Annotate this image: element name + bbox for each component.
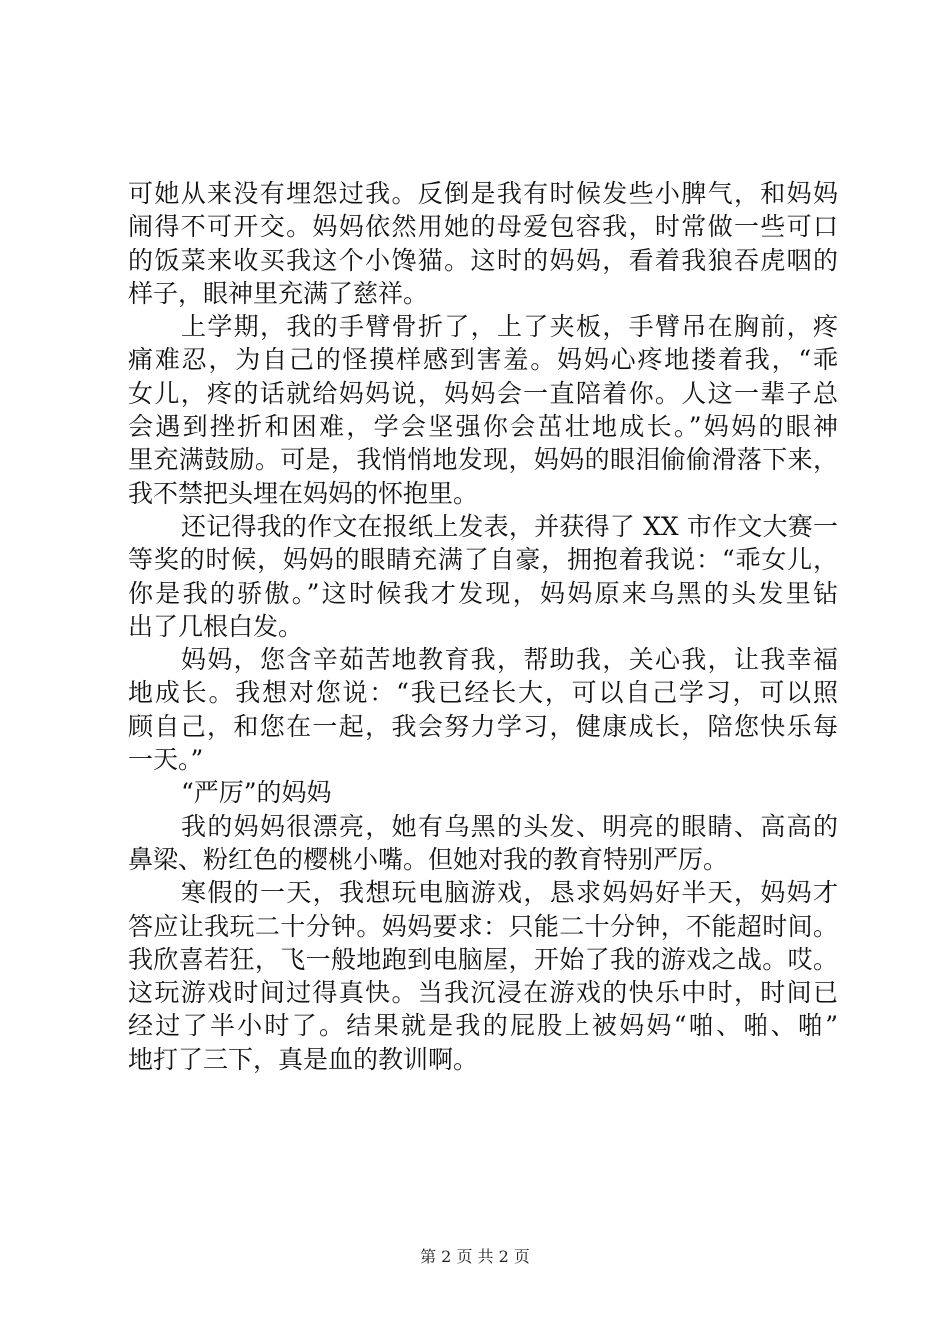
text-line: 上学期，我的手臂骨折了，上了夹板，手臂吊在胸前，疼 [181, 312, 838, 342]
text-line: 样子，眼神里充满了慈祥。 [128, 278, 429, 308]
page-footer: 第 2 页 共 2 页 [420, 1247, 530, 1266]
text-line: 一天。” [128, 745, 204, 775]
text-line: 女儿，疼的话就给妈妈说，妈妈会一直陪着你。人这一辈子总 [128, 378, 838, 408]
text-line: 鼻梁、粉红色的樱桃小嘴。但她对我的教育特别严厉。 [128, 844, 729, 874]
text-line: 地成长。我想对您说：“我已经长大，可以自己学习，可以照 [128, 678, 838, 708]
text-line: 闹得不可开交。妈妈依然用她的母爱包容我，时常做一些可口 [128, 212, 838, 242]
text-line: 我不禁把头埋在妈妈的怀抱里。 [128, 478, 479, 508]
text-line: 痛难忍，为自己的怪摸样感到害羞。妈妈心疼地搂着我，“乖 [128, 345, 838, 375]
text-line: 寒假的一天，我想玩电脑游戏，恳求妈妈好半天，妈妈才 [181, 878, 838, 908]
text-line: 可她从来没有埋怨过我。反倒是我有时候发些小脾气，和妈妈 [128, 179, 838, 208]
text-line: 答应让我玩二十分钟。妈妈要求：只能二十分钟，不能超时间。 [128, 911, 838, 941]
text-line: 的饭菜来收买我这个小馋猫。这时的妈妈，看着我狼吞虎咽的 [128, 245, 838, 275]
text-line: 会遇到挫折和困难，学会坚强你会茁壮地成长。”妈妈的眼神 [128, 412, 838, 442]
text-line: 你是我的骄傲。”这时候我才发现，妈妈原来乌黑的头发里钻 [128, 578, 838, 608]
document-body [128, 177, 838, 1076]
text-line: 顾自己，和您在一起，我会努力学习，健康成长，陪您快乐每 [128, 711, 838, 741]
text-line: 我的妈妈很漂亮，她有乌黑的头发、明亮的眼睛、高高的 [181, 811, 838, 841]
text-line: 经过了半小时了。结果就是我的屁股上被妈妈“啪、啪、啪” [128, 1011, 838, 1041]
text-line: 地打了三下，真是血的教训啊。 [128, 1044, 479, 1074]
text-line: 妈妈，您含辛茹苦地教育我，帮助我，关心我，让我幸福 [181, 645, 838, 675]
text-line: 出了几根白发。 [128, 611, 304, 641]
text-line: 我欣喜若狂，飞一般地跑到电脑屋，开始了我的游戏之战。哎。 [128, 944, 838, 974]
text-line: 里充满鼓励。可是，我悄悄地发现，妈妈的眼泪偷偷滑落下来， [128, 445, 838, 475]
text-line: 等奖的时候，妈妈的眼睛充满了自豪，拥抱着我说：“乖女儿， [128, 545, 838, 575]
text-line: 还记得我的作文在报纸上发表，并获得了 XX 市作文大赛一 [181, 511, 838, 541]
text-line: 这玩游戏时间过得真快。当我沉浸在游戏的快乐中时，时间已 [128, 978, 838, 1008]
text-line: “严厉”的妈妈 [181, 778, 332, 808]
